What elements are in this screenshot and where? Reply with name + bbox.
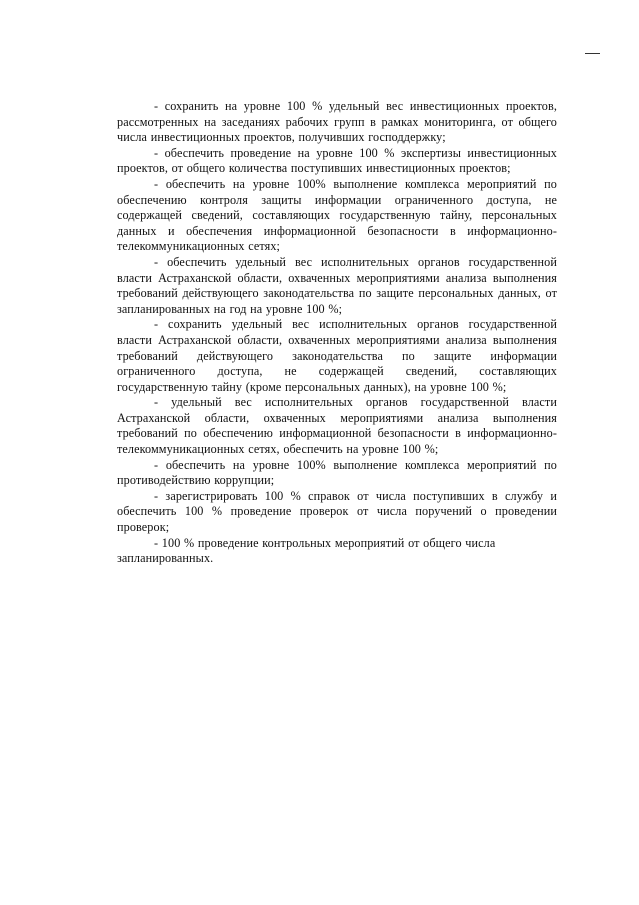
document-body — [117, 99, 557, 567]
paragraph-investment-projects-share: - сохранить на уровне 100 % удельный вес инвестиционных проектов, рассмотренных на заседаниях рабочих групп в рамках мониторинга, от общего числа инвестиционных проектов, получивших господдержку; — [117, 99, 557, 145]
paragraph-information-protection: - обеспечить на уровне 100% выполнение комплекса мероприятий по обеспечению контроля защиты информации ограниченного доступа, не содержащей сведений, составляющих государственную тайну, персональных данных и обеспечения информационной безопасности в информационно-телекоммуникационных сетях; — [117, 176, 557, 254]
paragraph-personal-data-analysis: - обеспечить удельный вес исполнительных органов государственной власти Астраханской области, охваченных мероприятиями анализа выполнения требований действующего законодательства по защите персональных данных, от запланированных на год на уровне 100 %; — [117, 254, 557, 316]
paragraph-control-measures: - 100 % проведение контрольных мероприятий от общего числа запланированных. — [117, 535, 496, 566]
paragraph-network-security-analysis: - удельный вес исполнительных органов государственной власти Астраханской области, охваченных мероприятиями анализа выполнения требований по обеспечению информационной безопасности в информационно-телекоммуникационных сетях, обеспечить на уровне 100 %; — [117, 395, 557, 457]
paragraph-restricted-info-analysis: - сохранить удельный вес исполнительных органов государственной власти Астраханской области, охваченных мероприятиями анализа выполнения требований действующего законодательства по защите информации ограниченного доступа, не содержащей сведений, составляющих государственную тайну (кроме персональных данных), на уровне 100 %; — [117, 317, 557, 394]
corner-dash-mark — [585, 53, 600, 54]
paragraph-inquiries-registration: - зарегистрировать 100 % справок от числа поступивших в службу и обеспечить 100 % проведение проверок от числа поручений о проведении проверок; — [117, 488, 557, 535]
paragraph-anti-corruption: - обеспечить на уровне 100% выполнение комплекса мероприятий по противодействию коррупции; — [117, 457, 557, 488]
paragraph-investment-expertise: - обеспечить проведение на уровне 100 % экспертизы инвестиционных проектов, от общего количества поступивших инвестиционных проектов; — [117, 145, 557, 176]
